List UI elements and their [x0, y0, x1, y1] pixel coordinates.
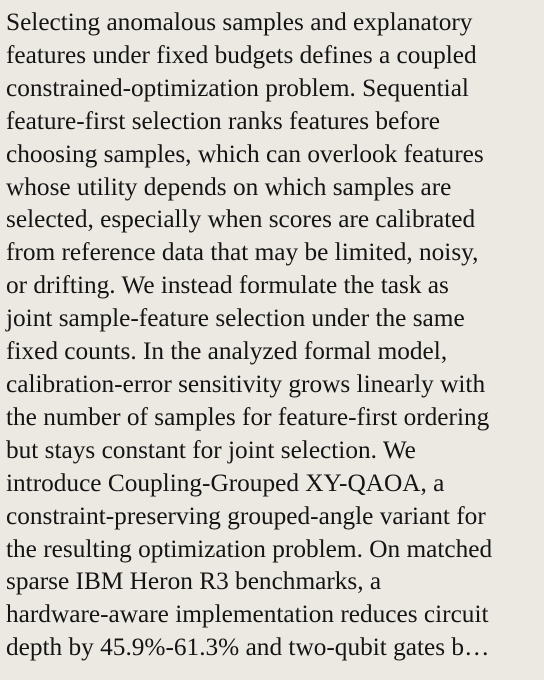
- text-line: fixed counts. In the analyzed formal model,: [6, 337, 448, 366]
- text-line: joint sample-feature selection under the same: [6, 304, 465, 333]
- text-line: constrained-optimization problem. Sequential: [6, 73, 469, 102]
- text-line: whose utility depends on which samples are: [6, 172, 452, 201]
- text-line: the resulting optimization problem. On matched: [6, 534, 493, 563]
- text-line: Selecting anomalous samples and explanatory: [6, 8, 473, 36]
- text-line: constraint-preserving grouped-angle variant for: [6, 501, 486, 530]
- text-line: hardware-aware implementation reduces circuit: [6, 600, 489, 629]
- text-line: choosing samples, which can overlook features: [6, 139, 484, 168]
- text-line: depth by 45.9%-61.3% and two-qubit gates b…: [6, 633, 490, 662]
- text-line: sparse IBM Heron R3 benchmarks, a: [6, 567, 382, 596]
- text-line: from reference data that may be limited, noisy,: [6, 238, 479, 267]
- text-line: features under fixed budgets defines a coupled: [6, 40, 477, 69]
- text-line: feature-first selection ranks features before: [6, 106, 441, 135]
- text-line: selected, especially when scores are calibrated: [6, 205, 476, 234]
- text-line: the number of samples for feature-first ordering: [6, 402, 490, 431]
- text-line: but stays constant for joint selection. We: [6, 435, 416, 464]
- text-line: or drifting. We instead formulate the task as: [6, 271, 449, 300]
- text-line: introduce Coupling-Grouped XY-QAOA, a: [6, 468, 445, 497]
- abstract-text: [6, 6, 542, 664]
- text-line: calibration-error sensitivity grows linearly with: [6, 369, 486, 398]
